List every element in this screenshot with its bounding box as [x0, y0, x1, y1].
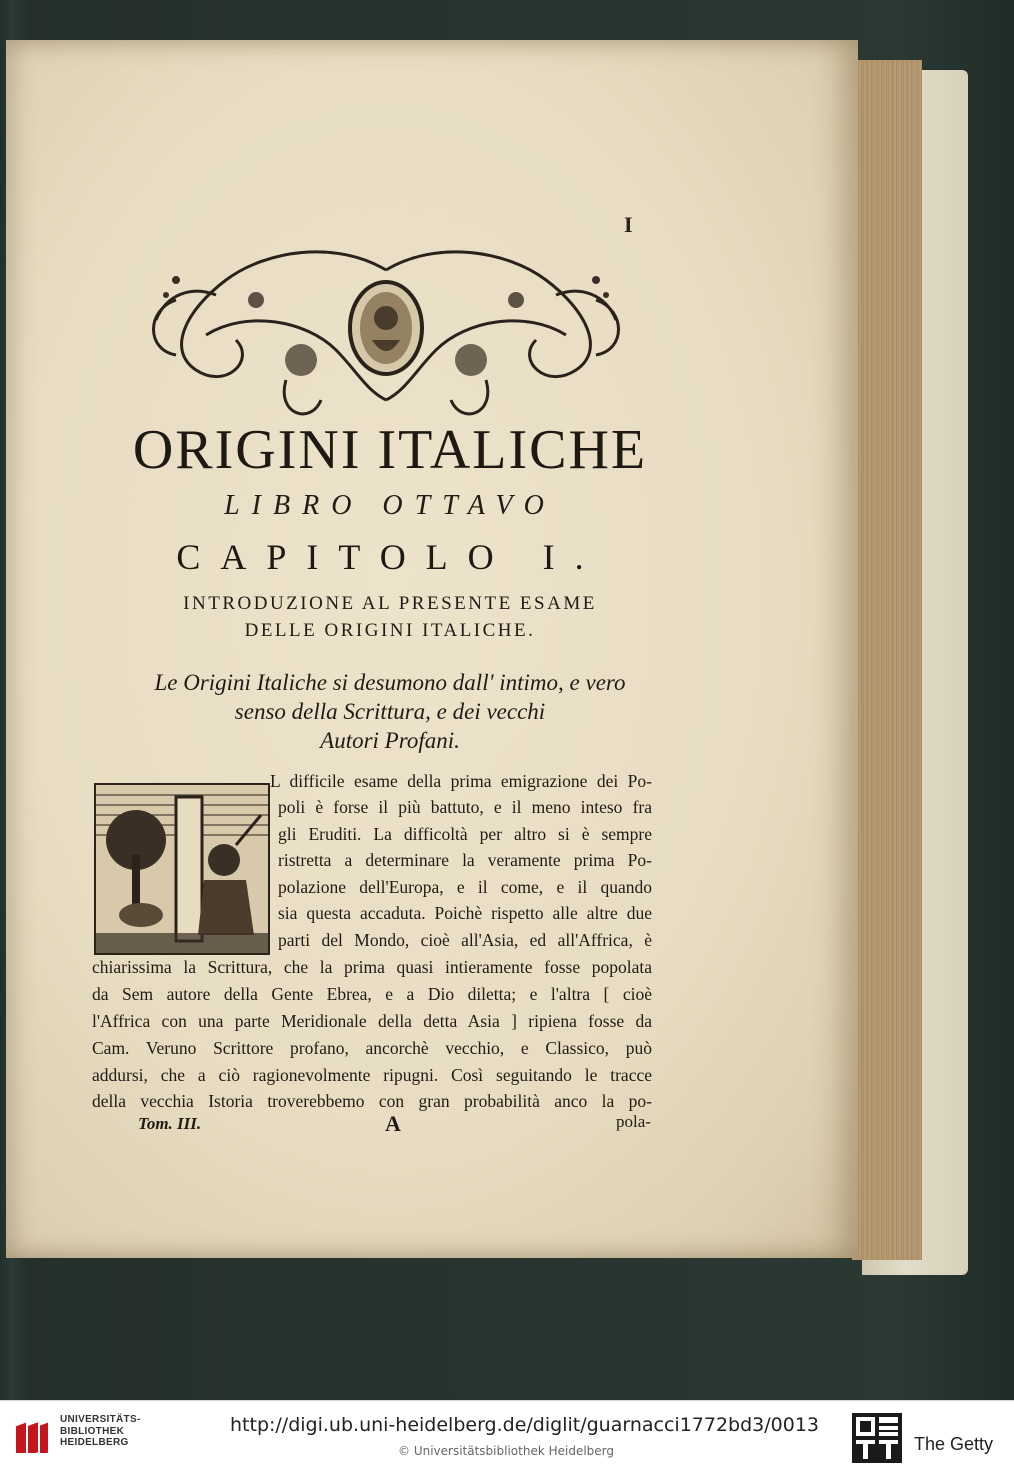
university-library-logo-icon[interactable]	[14, 1415, 52, 1453]
book-fore-edge	[852, 60, 922, 1260]
university-library-name[interactable]: UNIVERSITÄTS- BIBLIOTHEK HEIDELBERG	[60, 1414, 141, 1448]
volume-reference: Tom. III.	[138, 1114, 202, 1133]
page-number: I	[624, 212, 633, 237]
ornament-vignette-icon	[136, 240, 636, 430]
copyright-notice: © Universitätsbibliothek Heidelberg	[398, 1444, 615, 1458]
body-line: parti del Mondo, cioè all'Asia, ed all'Affrica, è	[278, 930, 652, 950]
body-line: gli Eruditi. La difficoltà per altro si è sempre	[278, 824, 652, 844]
chapter-summary	[110, 668, 670, 755]
body-line: polazione dell'Europa, e il come, e il quando	[278, 877, 652, 897]
chapter-heading: CAPITOLO I.	[176, 537, 604, 577]
body-line: L difficile esame della prima emigrazione dei Po-	[270, 771, 652, 791]
chapter-introduction	[110, 590, 670, 644]
body-line: addursi, che a ciò ragionevolmente ripugni. Così seguitando le tracce	[92, 1065, 652, 1085]
body-line: Cam. Veruno Scrittore profano, ancorchè vecchio, e Classico, può	[92, 1038, 652, 1058]
getty-partner-name[interactable]: The Getty	[914, 1434, 994, 1454]
body-line: della vecchia Istoria troverebbemo con gran probabilità anco la po-	[92, 1091, 652, 1111]
body-line: sia questa accaduta. Poichè rispetto alle altre due	[278, 903, 652, 923]
body-line: poli è forse il più battuto, e il meno inteso fra	[278, 797, 652, 817]
summary-line: senso della Scrittura, e dei vecchi	[234, 699, 546, 724]
body-line: da Sem autore della Gente Ebrea, e a Dio diletta; e l'altra [ cioè	[92, 984, 652, 1004]
book-section-title: LIBRO OTTAVO	[224, 490, 556, 521]
body-line: ristretta a determinare la veramente prima Po-	[278, 850, 652, 870]
woodcut-initial-icon	[94, 783, 270, 955]
intro-line: INTRODUZIONE AL PRESENTE ESAME	[183, 593, 597, 614]
intro-line: DELLE ORIGINI ITALICHE.	[244, 620, 536, 641]
catchword: pola-	[616, 1112, 651, 1131]
signature-mark: A	[385, 1111, 401, 1136]
summary-line: Le Origini Italiche si desumono dall' intimo, e vero	[154, 670, 626, 695]
body-line: l'Affrica con una parte Meridionale della detta Asia ] ripiena fosse da	[92, 1011, 652, 1031]
summary-line: Autori Profani.	[320, 728, 460, 753]
permalink-url[interactable]: http://digi.ub.uni-heidelberg.de/diglit/guarnacci1772bd3/0013	[230, 1414, 820, 1436]
getty-logo-icon[interactable]	[852, 1413, 902, 1463]
body-line: chiarissima la Scrittura, che la prima quasi intieramente fosse popolata	[92, 957, 652, 977]
book-title: ORIGINI ITALICHE	[132, 419, 648, 481]
